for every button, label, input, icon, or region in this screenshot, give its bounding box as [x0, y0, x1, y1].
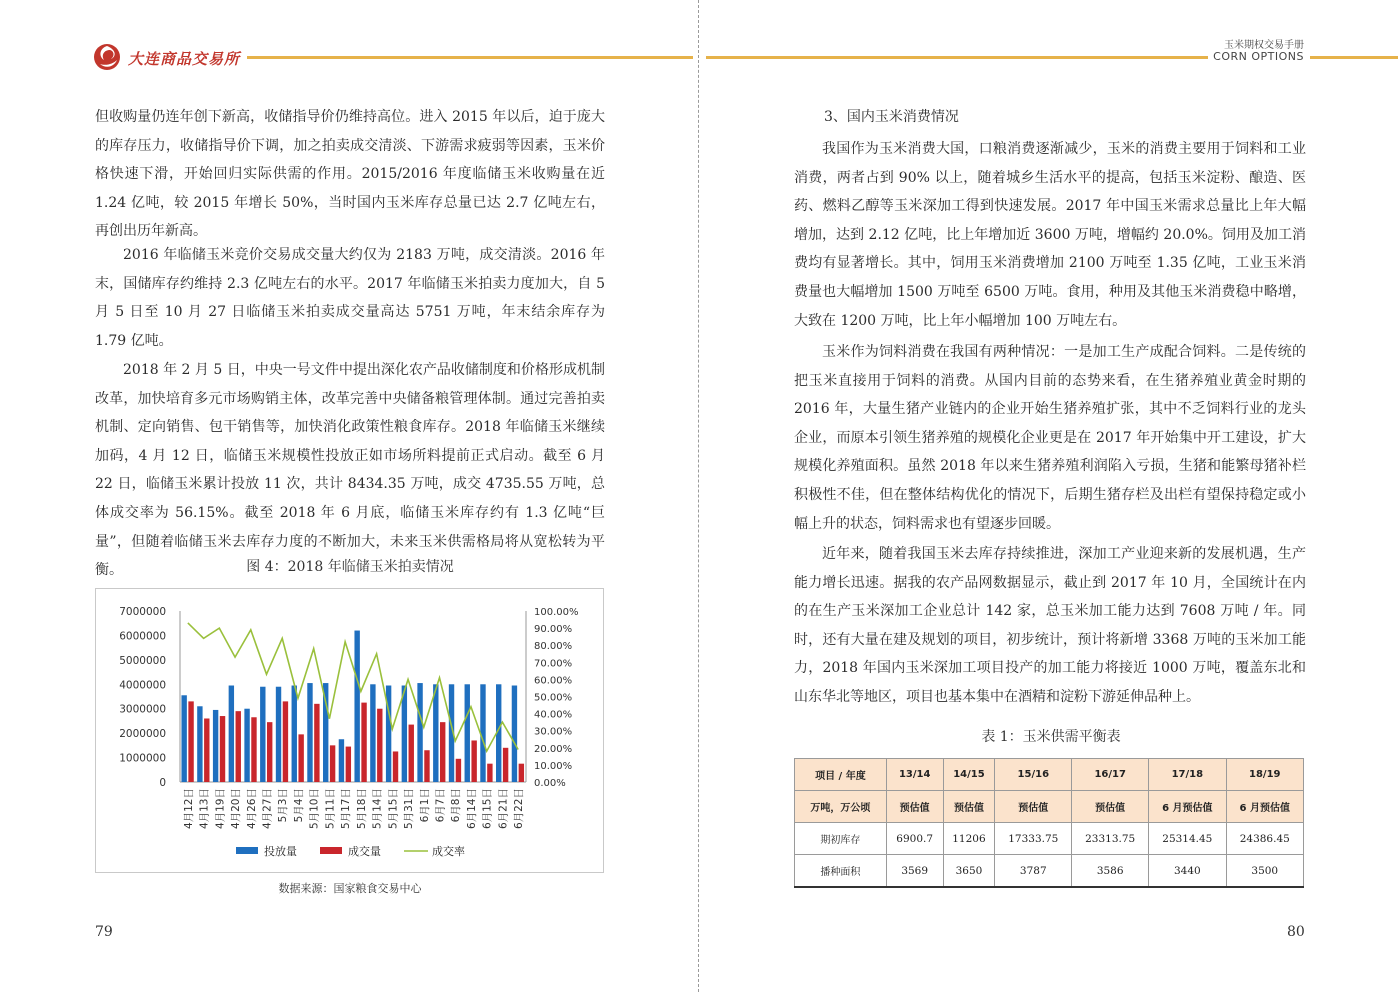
table-unit-cell: 预估值 — [886, 791, 943, 823]
bar-deal — [346, 747, 351, 782]
table-cell: 23313.75 — [1072, 823, 1149, 855]
bar-release — [181, 695, 186, 782]
table-header-cell: 13/14 — [886, 759, 943, 791]
table-cell: 3500 — [1226, 855, 1303, 888]
x-tick-label: 6月1日 — [418, 788, 431, 823]
page-spine-divider — [698, 0, 699, 992]
header-rule-right-tail — [1310, 56, 1398, 59]
bar-release — [260, 687, 265, 782]
x-tick-label: 6月21日 — [497, 788, 510, 830]
bar-release — [229, 686, 234, 782]
bar-release — [244, 709, 249, 782]
header-rule-left — [247, 56, 693, 59]
brand-name: 大连商品交易所 — [128, 50, 241, 68]
bar-release — [197, 706, 202, 782]
table-unit-cell: 万吨，万公顷 — [795, 791, 887, 823]
y-right-tick-label: 20.00% — [534, 743, 573, 755]
table-header-cell: 16/17 — [1072, 759, 1149, 791]
x-tick-label: 6月14日 — [465, 788, 478, 830]
x-tick-label: 4月19日 — [214, 788, 227, 830]
data-source: 数据来源：国家粮食交易中心 — [278, 882, 422, 895]
table-row-label: 播种面积 — [795, 855, 887, 888]
bar-deal — [330, 745, 335, 782]
x-tick-label: 4月13日 — [198, 788, 211, 830]
x-tick-label: 5月15日 — [387, 788, 400, 830]
bar-deal — [314, 704, 319, 782]
table-header-cell: 18/19 — [1226, 759, 1303, 791]
bar-deal — [440, 722, 445, 782]
table-header-cell: 14/15 — [943, 759, 995, 791]
page-number-right: 80 — [1287, 924, 1305, 940]
x-tick-label: 5月18日 — [355, 788, 368, 830]
table-unit-row — [795, 791, 1304, 823]
x-tick-label: 5月31日 — [403, 788, 416, 830]
y-left-tick-label: 2000000 — [119, 728, 166, 741]
table-row — [795, 855, 1304, 888]
x-tick-label: 5月10日 — [308, 788, 321, 830]
y-right-tick-label: 70.00% — [534, 658, 573, 670]
bar-deal — [236, 711, 241, 782]
table-cell: 3787 — [995, 855, 1072, 888]
bar-deal — [298, 734, 303, 782]
figure-caption: 图 4：2018 年临储玉米拍卖情况 — [246, 559, 454, 575]
y-right-tick-label: 50.00% — [534, 692, 573, 704]
right-paragraph-3: 近年来，随着我国玉米去库存持续推进，深加工产业迎来新的发展机遇，生产能力增长迅速。据我的农产品网数据显示，截止到 2017 年 10 月，全国统计在内的在生产玉米深加工企业总计 142 家，总玉米加工能力达到 7608 万吨 / 年。同时，还有大量在建及规划的项目，初步统计，预计将新增 3368 万吨的玉米加工能力，2018 年国内玉米深加工项目投产的加工能力将接近 1000 万吨，覆盖东北和山东华北等地区，项目也基本集中在酒精和淀粉下游延伸品种上。 — [794, 546, 1306, 705]
bar-deal — [503, 748, 508, 782]
bar-deal — [361, 703, 366, 782]
section-heading: 3、国内玉米消费情况 — [824, 109, 959, 125]
y-right-tick-label: 90.00% — [534, 624, 573, 636]
supply-demand-table — [794, 758, 1304, 888]
bar-release — [354, 631, 359, 782]
x-tick-label: 4月12日 — [182, 788, 195, 830]
bar-release — [292, 686, 297, 782]
auction-chart — [96, 589, 603, 872]
y-right-tick-label: 0.00% — [534, 778, 566, 789]
bar-deal — [519, 764, 524, 782]
y-left-tick-label: 3000000 — [119, 703, 166, 716]
bar-release — [276, 687, 281, 782]
y-left-tick-label: 0 — [159, 777, 166, 789]
table-header-cell: 项目 / 年度 — [795, 759, 887, 791]
left-paragraph-1: 但收购量仍连年创下新高，收储指导价仍维持高位。进入 2015 年以后，迫于庞大的库存压力，收储指导价下调，加之拍卖成交清淡、下游需求疲弱等因素，玉米价格快速下滑，开始回归实际供需的作用。2015/2016 年度临储玉米收购量在近 1.24 亿吨，较 2015 年增长 50%，当时国内玉米库存总量已达 2.7 亿吨左右，再创出历年新高。 — [95, 109, 605, 240]
x-tick-label: 6月15日 — [481, 788, 494, 830]
bar-release — [402, 686, 407, 782]
table-header-cell: 17/18 — [1149, 759, 1226, 791]
table-row — [795, 823, 1304, 855]
table-cell: 3440 — [1149, 855, 1226, 888]
bar-deal — [188, 701, 193, 782]
x-tick-label: 5月3日 — [277, 788, 290, 823]
bar-release — [213, 710, 218, 782]
y-right-tick-label: 100.00% — [534, 607, 579, 618]
bar-deal — [409, 725, 414, 782]
table-unit-cell: 6 月预估值 — [1149, 791, 1226, 823]
bar-release — [307, 683, 312, 782]
bar-release — [512, 686, 517, 782]
y-left-tick-label: 6000000 — [119, 630, 166, 643]
table-cell: 3569 — [886, 855, 943, 888]
y-right-tick-label: 30.00% — [534, 726, 573, 738]
left-paragraph-2: 2016 年临储玉米竞价交易成交量大约仅为 2183 万吨，成交清淡。2016 年末，国储库存约维持 2.3 亿吨左右的水平。2017 年临储玉米拍卖力度加大，自 5 月 5 日至 10 月 27 日临储玉米拍卖成交量高达 5751 万吨，年末结余库存为 1.79 亿吨。 — [95, 247, 605, 349]
book-subtitle: CORN OPTIONS — [1213, 50, 1304, 63]
legend-swatch — [236, 847, 258, 854]
legend-swatch — [320, 847, 342, 854]
x-tick-label: 5月4日 — [292, 788, 305, 823]
right-paragraph-1: 我国作为玉米消费大国，口粮消费逐渐减少，玉米的消费主要用于饲料和工业消费，两者占到 90% 以上，随着城乡生活水平的提高，包括玉米淀粉、酿造、医药、燃料乙醇等玉米深加工得到快速发展。2017 年中国玉米需求总量比上年大幅增加，达到 2.12 亿吨，比上年增加近 3600 万吨，增幅约 20.0%。饲用及加工消费均有显著增长。其中，饲用玉米消费增加 2100 万吨至 1.35 亿吨，工业玉米消费量也大幅增加 1500 万吨至 6500 万吨。食用，种用及其他玉米消费稳中略增，大致在 1200 万吨，比上年小幅增加 100 万吨左右。 — [794, 141, 1306, 329]
bar-deal — [487, 764, 492, 782]
x-tick-label: 6月8日 — [450, 788, 463, 823]
x-tick-label: 5月17日 — [340, 788, 353, 830]
table-cell: 3650 — [943, 855, 995, 888]
bar-deal — [456, 759, 461, 782]
x-tick-label: 5月11日 — [324, 788, 337, 830]
bar-release — [339, 739, 344, 782]
bar-release — [417, 683, 422, 782]
bar-deal — [251, 717, 256, 782]
right-paragraph-2: 玉米作为饲料消费在我国有两种情况：一是加工生产成配合饲料。二是传统的把玉米直接用于饲料的消费。从国内目前的态势来看，在生猪养殖业黄金时期的 2016 年，大量生猪产业链内的企业开始生猪养殖扩张，其中不乏饲料行业的龙头企业，而原本引领生猪养殖的规模化企业更是在 2017 年开始集中开工建设，扩大规模化养殖面积。虽然 2018 年以来生猪养殖利润陷入亏损，生猪和能繁母猪补栏积极性不佳，但在整体结构优化的情况下，后期生猪存栏及出栏有望保持稳定或小幅上升的状态，饲料需求也有望逐步回暖。 — [794, 344, 1306, 532]
page-number-left: 79 — [95, 924, 113, 940]
bar-release — [323, 683, 328, 782]
legend-label: 成交量 — [348, 845, 381, 858]
x-tick-label: 4月26日 — [245, 788, 258, 830]
table-caption: 表 1：玉米供需平衡表 — [981, 729, 1121, 745]
table-header-row — [795, 759, 1304, 791]
bar-deal — [204, 718, 209, 782]
bar-deal — [220, 716, 225, 782]
table-unit-cell: 预估值 — [995, 791, 1072, 823]
x-tick-label: 4月27日 — [261, 788, 274, 830]
bar-deal — [471, 740, 476, 782]
table-cell: 24386.45 — [1226, 823, 1303, 855]
y-right-tick-label: 40.00% — [534, 709, 573, 721]
table-row-label: 期初库存 — [795, 823, 887, 855]
y-right-tick-label: 80.00% — [534, 641, 573, 653]
table-unit-cell: 预估值 — [1072, 791, 1149, 823]
bar-release — [465, 684, 470, 782]
y-left-tick-label: 4000000 — [119, 679, 166, 692]
table-cell: 3586 — [1072, 855, 1149, 888]
bar-deal — [424, 750, 429, 782]
x-tick-label: 6月22日 — [513, 788, 526, 830]
table-cell: 6900.7 — [886, 823, 943, 855]
bar-deal — [267, 722, 272, 782]
auction-chart-frame — [95, 588, 604, 873]
header-rule-right — [706, 56, 1208, 59]
table-unit-cell: 6 月预估值 — [1226, 791, 1303, 823]
table-cell: 11206 — [943, 823, 995, 855]
x-tick-label: 5月14日 — [371, 788, 384, 830]
table-unit-cell: 预估值 — [943, 791, 995, 823]
x-tick-label: 4月20日 — [230, 788, 243, 830]
table-cell: 17333.75 — [995, 823, 1072, 855]
bar-release — [370, 684, 375, 782]
table-header-cell: 15/16 — [995, 759, 1072, 791]
table-cell: 25314.45 — [1149, 823, 1226, 855]
y-left-tick-label: 1000000 — [119, 752, 166, 765]
book-title: 玉米期权交易手册 — [1224, 40, 1304, 51]
y-right-tick-label: 60.00% — [534, 675, 573, 687]
x-tick-label: 6月7日 — [434, 788, 447, 823]
bar-deal — [283, 701, 288, 782]
y-right-tick-label: 10.00% — [534, 760, 573, 772]
legend-label: 投放量 — [264, 845, 297, 858]
bar-deal — [393, 751, 398, 782]
y-left-tick-label: 7000000 — [119, 606, 166, 618]
legend-label: 成交率 — [432, 845, 465, 858]
bar-deal — [377, 709, 382, 782]
bar-release — [433, 684, 438, 782]
dce-logo-icon — [92, 42, 122, 72]
left-paragraph-3: 2018 年 2 月 5 日，中央一号文件中提出深化农产品收储制度和价格形成机制改革，加快培育多元市场购销主体，改革完善中央储备粮管理体制。通过完善拍卖机制、定向销售、包干销售等，加快消化政策性粮食库存。2018 年临储玉米继续加码，4 月 12 日，临储玉米规模性投放正如市场所料提前正式启动。截至 6 月 22 日，临储玉米累计投放 11 次，共计 8434.35 万吨，成交 4735.55 万吨，总体成交率为 56.15%。截至 2018 年 6 月底，临储玉米库存约有 1.3 亿吨“巨量”，但随着临储玉米去库存力度的不断加大，未来玉米供需格局将从宽松转为平衡。 — [95, 362, 605, 579]
y-left-tick-label: 5000000 — [119, 654, 166, 667]
